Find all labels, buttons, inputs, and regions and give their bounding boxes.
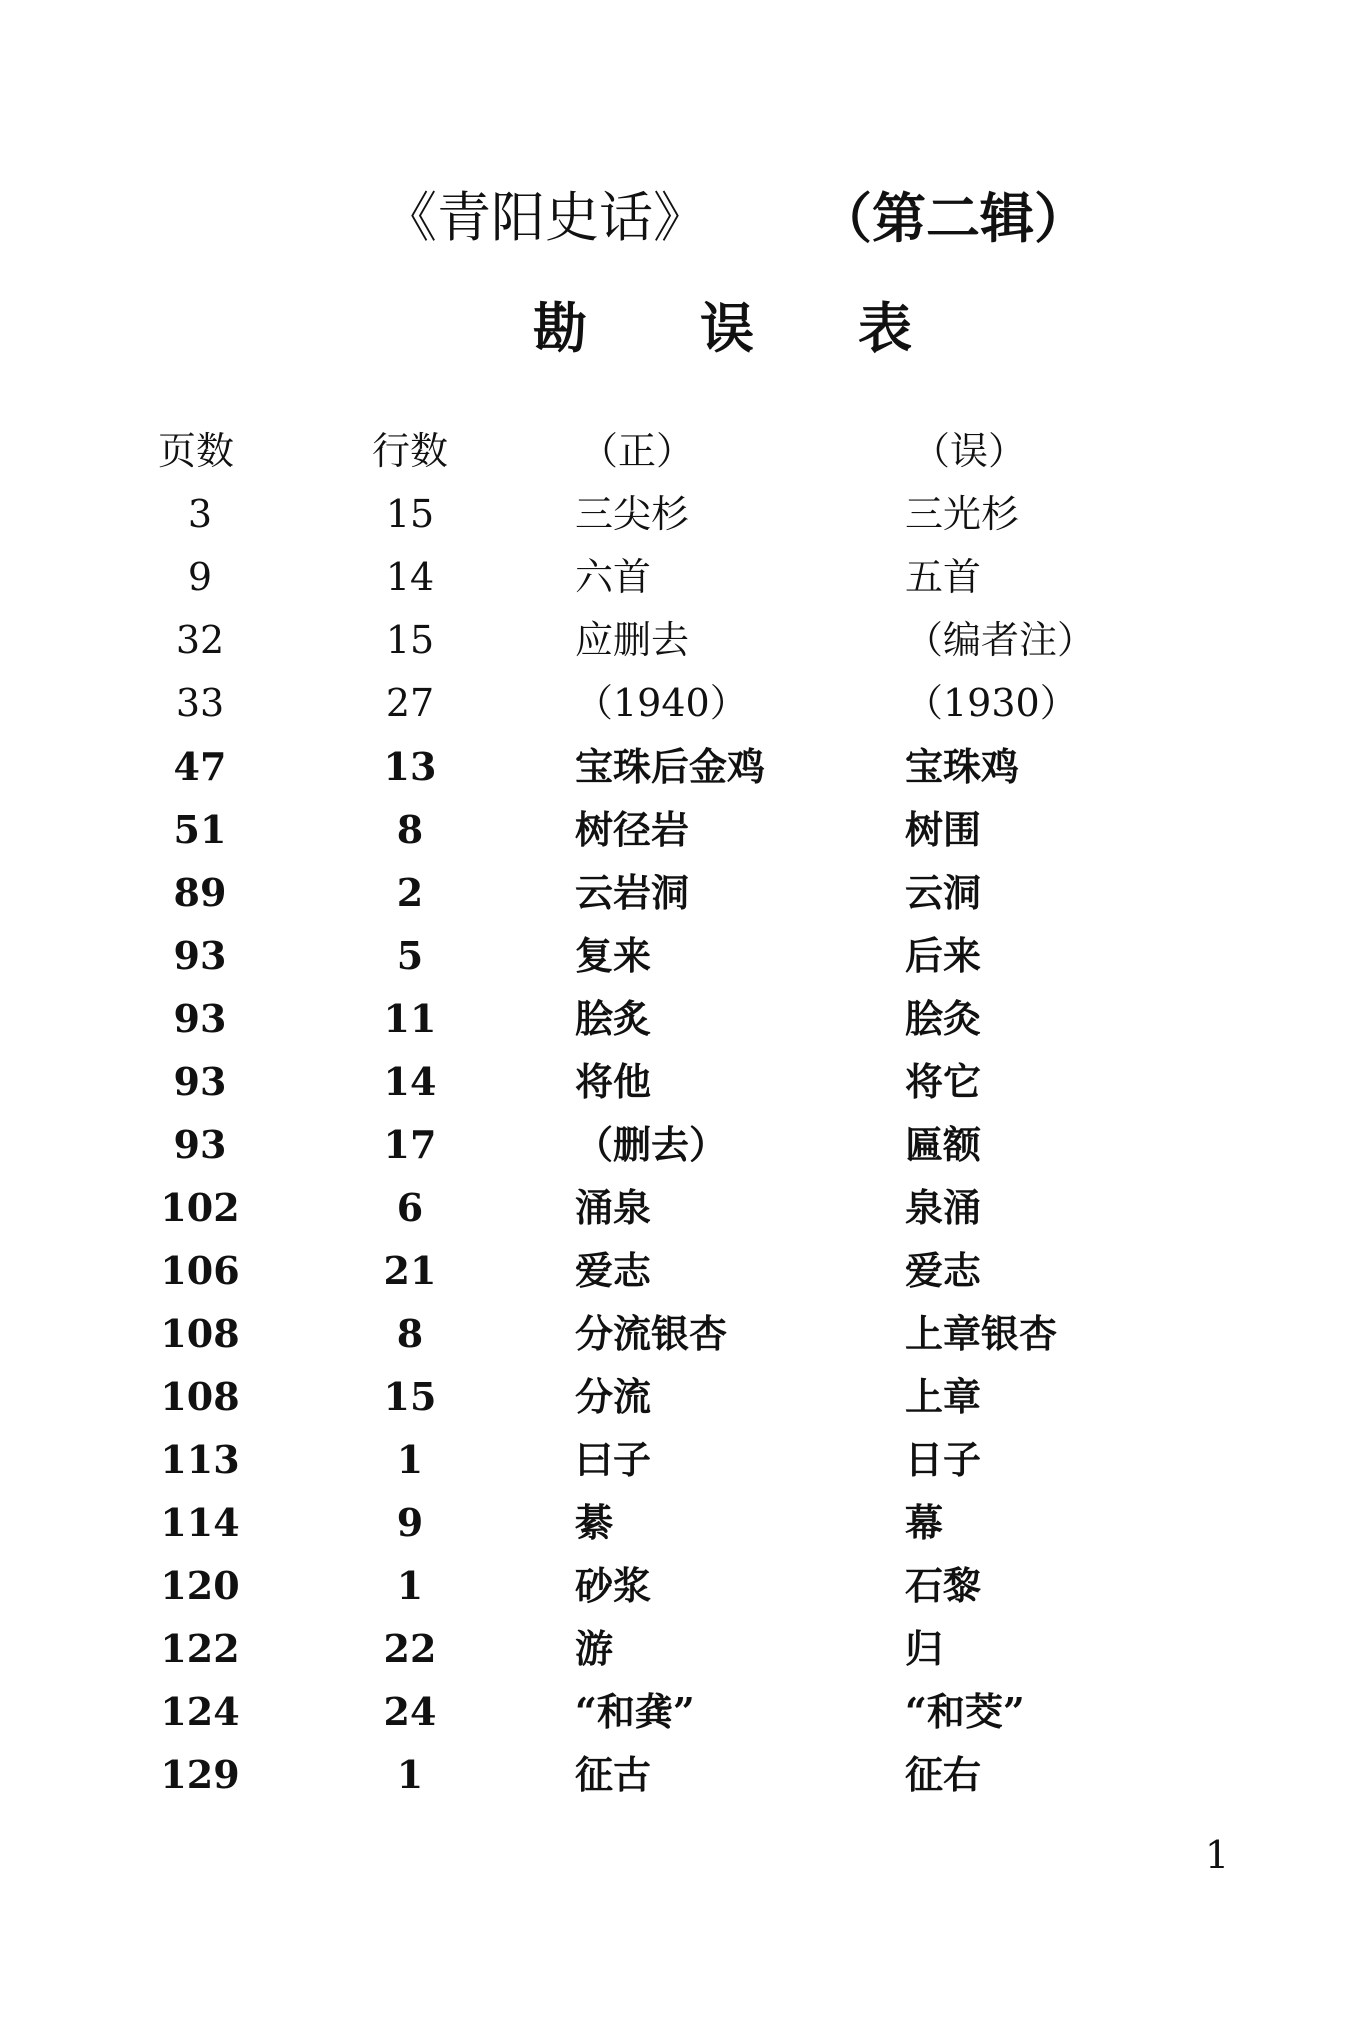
header-error: （误） [912, 429, 1027, 473]
error-cell: 匾额 [905, 1122, 982, 1167]
correct-cell: 分流银杏 [575, 1311, 728, 1356]
error-cell: 将它 [905, 1059, 982, 1104]
table-row [0, 609, 1370, 672]
table-row [0, 924, 1370, 987]
error-cell: 石黎 [905, 1563, 982, 1608]
table-row [0, 1176, 1370, 1239]
page-cell: 113 [160, 1437, 240, 1482]
table-header [0, 420, 1370, 483]
line-cell: 22 [383, 1626, 437, 1671]
page-cell: 93 [173, 1122, 227, 1167]
correct-cell: 爱志 [575, 1248, 652, 1293]
line-cell: 1 [396, 1563, 424, 1608]
correct-cell: 将他 [575, 1059, 652, 1104]
correct-cell: 游 [575, 1626, 614, 1671]
page-number: 1 [1205, 1833, 1230, 1877]
correct-cell: 宝珠后金鸡 [575, 744, 766, 789]
correct-cell: （删去） [575, 1122, 728, 1167]
page-cell: 47 [173, 744, 227, 789]
line-cell: 1 [396, 1437, 424, 1482]
line-cell: 6 [396, 1185, 424, 1230]
correct-cell: 脍炙 [575, 996, 652, 1041]
table-row [0, 1554, 1370, 1617]
correct-cell: 分流 [575, 1374, 652, 1419]
line-cell: 5 [396, 933, 424, 978]
page-cell: 51 [173, 807, 227, 852]
errata-heading-char: 表 [858, 296, 912, 360]
page-cell: 9 [187, 555, 213, 599]
table-body [0, 483, 1370, 1806]
table-row [0, 483, 1370, 546]
table-row [0, 1743, 1370, 1806]
page-cell: 124 [160, 1689, 240, 1734]
line-cell: 1 [396, 1752, 424, 1797]
page-cell: 129 [160, 1752, 240, 1797]
page-cell: 114 [160, 1500, 240, 1545]
page-title [0, 178, 1370, 258]
table-row [0, 1113, 1370, 1176]
correct-cell: （1940） [575, 681, 748, 725]
error-cell: （1930） [905, 681, 1078, 725]
table-row [0, 546, 1370, 609]
correct-cell: 六首 [575, 555, 652, 599]
page-cell: 33 [175, 681, 225, 725]
line-cell: 2 [396, 870, 424, 915]
errata-heading-char: 误 [700, 296, 754, 360]
page-cell: 106 [160, 1248, 240, 1293]
correct-cell: 树径岩 [575, 807, 690, 852]
correct-cell: 复来 [575, 933, 652, 978]
error-cell: 后来 [905, 933, 982, 978]
page-cell: 93 [173, 933, 227, 978]
table-row [0, 1302, 1370, 1365]
line-cell: 24 [383, 1689, 437, 1734]
error-cell: （编者注） [905, 618, 1096, 662]
line-cell: 9 [396, 1500, 424, 1545]
correct-cell: 綦 [575, 1500, 614, 1545]
correct-cell: 涌泉 [575, 1185, 652, 1230]
table-row [0, 1239, 1370, 1302]
line-cell: 14 [385, 555, 435, 599]
error-cell: 树围 [905, 807, 982, 852]
line-cell: 15 [385, 492, 435, 536]
correct-cell: 征古 [575, 1752, 652, 1797]
table-row [0, 798, 1370, 861]
volume-label: （第二辑） [818, 186, 1088, 250]
correct-cell: “和龚” [575, 1689, 695, 1734]
line-cell: 27 [385, 681, 435, 725]
correct-cell: 曰子 [575, 1437, 652, 1482]
line-cell: 8 [396, 1311, 424, 1356]
page-cell: 122 [160, 1626, 240, 1671]
errata-table [0, 420, 1370, 1806]
error-cell: 征右 [905, 1752, 982, 1797]
table-row [0, 1365, 1370, 1428]
book-title: 《青阳史话》 [383, 186, 707, 249]
error-cell: 三光杉 [905, 492, 1020, 536]
error-cell: 泉涌 [905, 1185, 982, 1230]
header-correct: （正） [580, 429, 695, 473]
table-row [0, 861, 1370, 924]
error-cell: 爱志 [905, 1248, 982, 1293]
error-cell: “和茭” [905, 1689, 1025, 1734]
line-cell: 15 [383, 1374, 437, 1419]
correct-cell: 应删去 [575, 618, 690, 662]
table-row [0, 672, 1370, 735]
page-cell: 108 [160, 1374, 240, 1419]
error-cell: 幕 [905, 1500, 944, 1545]
line-cell: 11 [383, 996, 437, 1041]
table-row [0, 1050, 1370, 1113]
error-cell: 脍灸 [905, 996, 982, 1041]
error-cell: 五首 [905, 555, 982, 599]
line-cell: 15 [385, 618, 435, 662]
errata-heading [0, 288, 1370, 368]
table-row [0, 735, 1370, 798]
correct-cell: 三尖杉 [575, 492, 690, 536]
page-cell: 93 [173, 996, 227, 1041]
error-cell: 归 [905, 1626, 944, 1671]
page-cell: 120 [160, 1563, 240, 1608]
line-cell: 21 [383, 1248, 437, 1293]
line-cell: 8 [396, 807, 424, 852]
table-row [0, 1680, 1370, 1743]
page-cell: 3 [187, 492, 213, 536]
error-cell: 日子 [905, 1437, 982, 1482]
table-row [0, 987, 1370, 1050]
error-cell: 上章 [905, 1374, 982, 1419]
table-row [0, 1428, 1370, 1491]
header-page: 页数 [158, 429, 235, 473]
table-row [0, 1617, 1370, 1680]
line-cell: 17 [383, 1122, 437, 1167]
page-cell: 93 [173, 1059, 227, 1104]
table-row [0, 1491, 1370, 1554]
page-cell: 108 [160, 1311, 240, 1356]
line-cell: 13 [383, 744, 437, 789]
errata-heading-char: 勘 [533, 296, 587, 360]
correct-cell: 云岩洞 [575, 870, 690, 915]
page-cell: 32 [175, 618, 225, 662]
error-cell: 上章银杏 [905, 1311, 1058, 1356]
page-cell: 102 [160, 1185, 240, 1230]
line-cell: 14 [383, 1059, 437, 1104]
header-line: 行数 [372, 429, 449, 473]
error-cell: 宝珠鸡 [905, 744, 1020, 789]
correct-cell: 砂浆 [575, 1563, 652, 1608]
page-cell: 89 [173, 870, 227, 915]
error-cell: 云洞 [905, 870, 982, 915]
